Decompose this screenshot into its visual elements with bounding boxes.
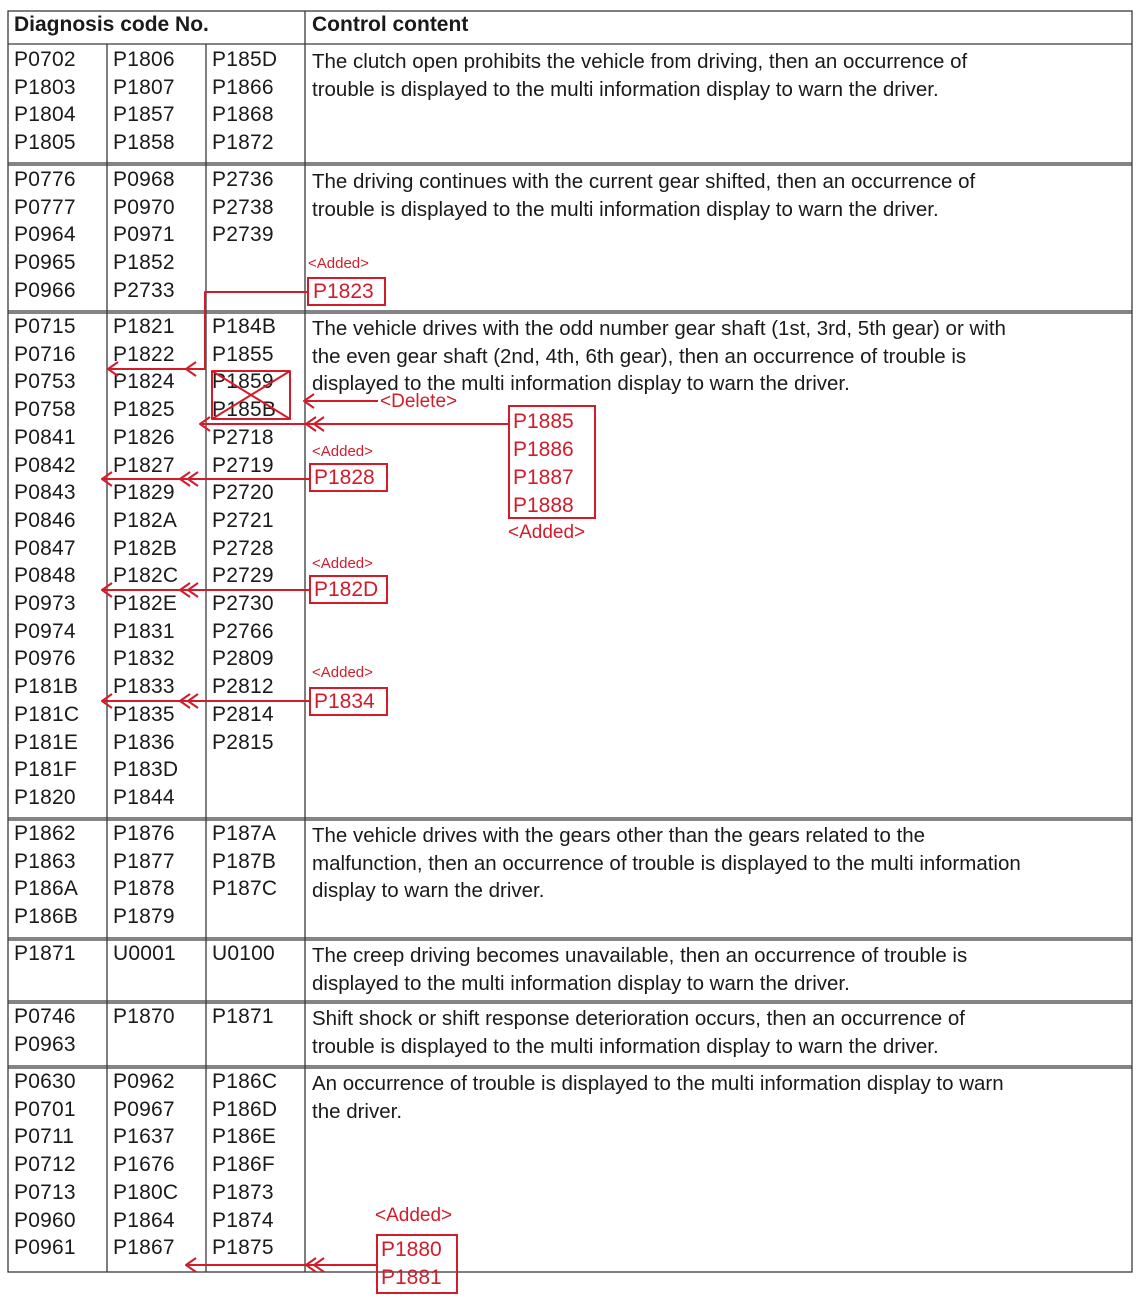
diagnosis-code: P0847 xyxy=(14,536,76,560)
diagnosis-code: P186C xyxy=(212,1070,278,1093)
added-code-group-3: P1887 xyxy=(513,466,574,489)
diagnosis-code: P182A xyxy=(113,508,178,532)
diagnosis-code: P1876 xyxy=(113,822,175,845)
diagnosis-code: P184B xyxy=(212,315,277,338)
diagnosis-code: P1806 xyxy=(113,48,175,71)
diagnosis-code: P1676 xyxy=(113,1153,175,1177)
control-content-line: The driving continues with the current gear shifted, then an occurrence of xyxy=(312,170,976,193)
header-control-content: Control content xyxy=(312,13,469,36)
diagnosis-code: P0973 xyxy=(14,592,76,615)
diagnosis-code: P185D xyxy=(212,48,278,71)
added-code-p1828: P1828 xyxy=(314,466,375,489)
header-diagnosis-code: Diagnosis code No. xyxy=(14,13,209,36)
control-content-line: The vehicle drives with the gears other than the gears related to the xyxy=(312,824,926,847)
diagnosis-code: P0713 xyxy=(14,1180,76,1204)
diagnosis-code: P0963 xyxy=(14,1032,76,1056)
diagnosis-code: P1855 xyxy=(212,342,274,366)
diagnosis-code: P1821 xyxy=(113,315,175,338)
diagnosis-code: P1864 xyxy=(113,1208,175,1232)
diagnosis-code: P0967 xyxy=(113,1097,175,1121)
diagnosis-code: P185B xyxy=(212,398,277,422)
diagnosis-code: P0971 xyxy=(113,223,175,247)
control-content-line: Shift shock or shift response deterioration occurs, then an occurrence of xyxy=(312,1007,965,1030)
diagnosis-code: P2718 xyxy=(212,425,274,449)
diagnosis-code: P1877 xyxy=(113,849,175,873)
diagnosis-code: P1836 xyxy=(113,730,175,754)
diagnosis-code: P187A xyxy=(212,822,277,845)
diagnosis-code: P1835 xyxy=(113,702,175,726)
diagnosis-code: P1824 xyxy=(113,370,175,394)
diagnosis-code: P0961 xyxy=(14,1236,76,1260)
diagnosis-code: P1820 xyxy=(14,785,76,809)
diagnosis-code: P0968 xyxy=(113,168,175,191)
diagnosis-code: P2736 xyxy=(212,168,274,191)
control-content-line: displayed to the multi information display to warn the driver. xyxy=(312,372,850,396)
diagnosis-code: P0842 xyxy=(14,453,76,477)
diagnosis-code: P182C xyxy=(113,564,179,588)
diagnosis-code: P1637 xyxy=(113,1125,175,1149)
added-box-bottom xyxy=(376,1234,458,1294)
diagnosis-code: P0841 xyxy=(14,425,76,449)
control-content-line: the driver. xyxy=(312,1099,403,1123)
diagnosis-code: P1844 xyxy=(113,785,175,809)
diagnosis-code: P1827 xyxy=(113,453,175,477)
diagnosis-code: P0976 xyxy=(14,647,76,671)
added-code-group-4: P1888 xyxy=(513,494,574,517)
control-content-line: displayed to the multi information display to warn the driver. xyxy=(312,971,850,995)
diagnosis-code: P0962 xyxy=(113,1070,175,1093)
diagnosis-code: P1873 xyxy=(212,1180,274,1204)
diagnosis-code: P0846 xyxy=(14,508,76,532)
control-content-line: The creep driving becomes unavailable, then an occurrence of trouble is xyxy=(312,944,968,967)
diagnosis-code: P2733 xyxy=(113,278,175,302)
diagnosis-code: P1879 xyxy=(113,905,175,929)
diagnosis-code: P181B xyxy=(14,675,79,699)
diagnosis-code: P1832 xyxy=(113,647,175,671)
diagnosis-code: U0001 xyxy=(113,942,176,965)
diagnosis-code: P0965 xyxy=(14,251,76,275)
added-code-p182d: P182D xyxy=(314,578,379,601)
diagnosis-code: P1871 xyxy=(14,942,76,965)
diagnosis-code: P1875 xyxy=(212,1236,274,1260)
diagnosis-code: P186F xyxy=(212,1153,275,1177)
diagnosis-code: P0758 xyxy=(14,398,76,422)
diagnosis-code: P0702 xyxy=(14,48,76,71)
diagnosis-code: P0843 xyxy=(14,481,76,505)
diagnosis-code: P180C xyxy=(113,1180,179,1204)
added-box-p1834 xyxy=(309,687,388,716)
added-code-p1823: P1823 xyxy=(313,280,374,303)
diagnosis-code: P1822 xyxy=(113,342,175,366)
diagnosis-code: P0970 xyxy=(113,195,175,219)
diagnosis-code: P0777 xyxy=(14,195,76,219)
diagnosis-code: P1858 xyxy=(113,131,175,155)
diagnosis-code: P0746 xyxy=(14,1005,76,1028)
diagnosis-code: P0753 xyxy=(14,370,76,394)
diagnosis-code: P1867 xyxy=(113,1236,175,1260)
added-note-p1834: <Added> xyxy=(312,664,373,681)
diagnosis-code: P0711 xyxy=(14,1125,75,1149)
diagnosis-code: P2739 xyxy=(212,223,274,247)
diagnosis-code: P1804 xyxy=(14,103,76,127)
diagnosis-code: U0100 xyxy=(212,942,275,965)
diagnosis-code: P0974 xyxy=(14,619,76,643)
diagnosis-code: P2721 xyxy=(212,508,274,532)
diagnosis-code: P0715 xyxy=(14,315,76,338)
added-code-group-2: P1886 xyxy=(513,438,574,461)
diagnosis-code: P1870 xyxy=(113,1005,175,1028)
delete-note: <Delete> xyxy=(380,391,458,412)
added-box-p1823 xyxy=(307,277,386,306)
diagnosis-code: P186D xyxy=(212,1097,278,1121)
diagnosis-code: P0630 xyxy=(14,1070,76,1093)
added-code-group-1: P1885 xyxy=(513,410,574,433)
diagnosis-code: P1831 xyxy=(113,619,175,643)
diagnosis-code: P1874 xyxy=(212,1208,274,1232)
diagnosis-code: P1826 xyxy=(113,425,175,449)
added-note-bottom: <Added> xyxy=(375,1205,453,1226)
diagnosis-code: P0966 xyxy=(14,278,76,302)
diagnosis-code: P1803 xyxy=(14,75,76,99)
diagnosis-code: P1825 xyxy=(113,398,175,422)
diagnosis-code: P2812 xyxy=(212,675,274,699)
diagnosis-code: P181C xyxy=(14,702,80,726)
diagnosis-code: P1833 xyxy=(113,675,175,699)
added-code-p1834: P1834 xyxy=(314,690,375,713)
diagnosis-code: P183D xyxy=(113,758,179,782)
added-note-p1828: <Added> xyxy=(312,443,373,460)
diagnosis-code: P186E xyxy=(212,1125,277,1149)
diagnosis-code: P0701 xyxy=(14,1097,76,1121)
control-content-line: trouble is displayed to the multi information display to warn the driver. xyxy=(312,77,939,101)
diagnosis-code: P1859 xyxy=(212,370,274,394)
diagnosis-code: P1878 xyxy=(113,877,175,901)
diagnosis-code: P2728 xyxy=(212,536,274,560)
added-code-bottom-1: P1880 xyxy=(381,1238,442,1261)
added-box-p182d xyxy=(309,575,388,604)
diagnosis-code: P187B xyxy=(212,849,277,873)
diagnosis-code: P2720 xyxy=(212,481,274,505)
diagnosis-code: P187C xyxy=(212,877,278,901)
diagnosis-code: P0964 xyxy=(14,223,76,247)
added-note-group: <Added> xyxy=(508,522,586,543)
diagnosis-code: P2729 xyxy=(212,564,274,588)
control-content-line: The vehicle drives with the odd number gear shaft (1st, 3rd, 5th gear) or with xyxy=(312,317,1006,340)
diagnosis-code: P2738 xyxy=(212,195,274,219)
diagnosis-code: P2719 xyxy=(212,453,274,477)
diagnosis-code: P0960 xyxy=(14,1208,76,1232)
diagnosis-code: P0712 xyxy=(14,1153,76,1177)
control-content-line: the even gear shaft (2nd, 4th, 6th gear), then an occurrence of trouble is xyxy=(312,344,967,368)
diagnosis-code: P1857 xyxy=(113,103,175,127)
diagnosis-code: P1872 xyxy=(212,131,274,155)
diagnosis-code: P0716 xyxy=(14,342,76,366)
control-content-line: malfunction, then an occurrence of trouble is displayed to the multi information xyxy=(312,851,1021,875)
control-content-line: An occurrence of trouble is displayed to the multi information display to warn xyxy=(312,1072,1004,1095)
diagnosis-code: P1866 xyxy=(212,75,274,99)
control-content-line: trouble is displayed to the multi information display to warn the driver. xyxy=(312,1034,939,1058)
diagnosis-code: P1871 xyxy=(212,1005,274,1028)
diagnosis-code: P1852 xyxy=(113,251,175,275)
diagnosis-code: P182E xyxy=(113,592,178,615)
diagnosis-code: P181F xyxy=(14,758,77,782)
control-content-line: display to warn the driver. xyxy=(312,879,545,903)
added-box-group xyxy=(508,405,596,519)
diagnosis-code: P2815 xyxy=(212,730,274,754)
diagnosis-code: P2814 xyxy=(212,702,274,726)
diagnosis-code: P1829 xyxy=(113,481,175,505)
control-content-line: trouble is displayed to the multi information display to warn the driver. xyxy=(312,197,939,221)
diagnosis-code: P0776 xyxy=(14,168,76,191)
diagnosis-code: P186A xyxy=(14,877,79,901)
diagnosis-code: P2730 xyxy=(212,592,274,615)
diagnosis-code: P1868 xyxy=(212,103,274,127)
added-box-p1828 xyxy=(309,463,388,492)
diagnosis-code: P186B xyxy=(14,905,79,929)
diagnosis-code: P0848 xyxy=(14,564,76,588)
diagnosis-code: P2766 xyxy=(212,619,274,643)
added-note-p182d: <Added> xyxy=(312,555,373,572)
diagnosis-code: P1862 xyxy=(14,822,76,845)
diagnosis-code: P1807 xyxy=(113,75,175,99)
diagnosis-code: P181E xyxy=(14,730,79,754)
diagnosis-code: P182B xyxy=(113,536,178,560)
diagnosis-code: P1863 xyxy=(14,849,76,873)
added-code-bottom-2: P1881 xyxy=(381,1266,442,1289)
added-note-p1823: <Added> xyxy=(308,255,369,272)
control-content-line: The clutch open prohibits the vehicle from driving, then an occurrence of xyxy=(312,50,968,73)
diagnosis-code: P1805 xyxy=(14,131,76,155)
diagnosis-code: P2809 xyxy=(212,647,274,671)
